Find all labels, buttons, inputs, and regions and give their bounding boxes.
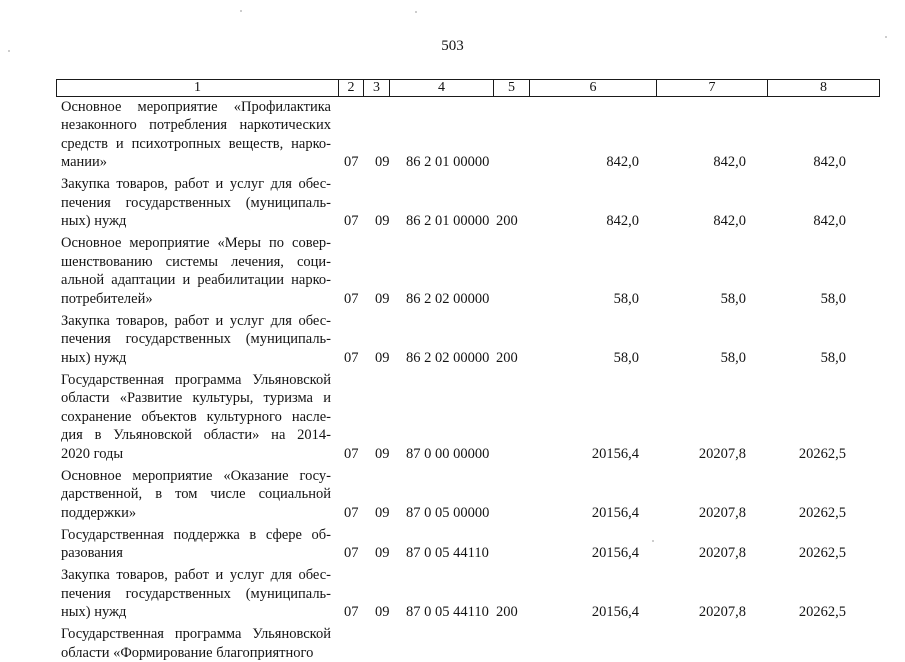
row-cell-c7: 20207,8	[699, 603, 746, 622]
description-line: Основное мероприятие «Профилактика	[61, 98, 331, 117]
row-cell-c8: 842,0	[813, 212, 846, 231]
row-cell-c7: 20207,8	[699, 544, 746, 563]
row-description	[61, 175, 331, 231]
description-line: потребителей»	[61, 290, 331, 309]
description-line: 2020 годы	[61, 445, 331, 464]
row-cell-c2: 07	[344, 544, 359, 563]
scan-speck	[652, 540, 654, 542]
row-cell-c4: 87 0 05 44110	[406, 544, 489, 563]
row-cell-c6: 20156,4	[592, 544, 639, 563]
row-description	[61, 98, 331, 172]
row-cell-c2: 07	[344, 153, 359, 172]
row-cell-c3: 09	[375, 445, 390, 464]
row-cell-c5: 200	[496, 212, 518, 231]
description-line: сохранение объектов культурного насле-	[61, 408, 331, 427]
description-line: шенствованию системы лечения, соци-	[61, 253, 331, 272]
row-cell-c7: 20207,8	[699, 504, 746, 523]
row-cell-c6: 58,0	[614, 290, 639, 309]
row-cell-c8: 20262,5	[799, 504, 846, 523]
row-cell-c3: 09	[375, 212, 390, 231]
row-cell-c5: 200	[496, 603, 518, 622]
description-line: дарственной, в том числе социальной	[61, 485, 331, 504]
row-description	[61, 234, 331, 308]
row-cell-c7: 842,0	[713, 153, 746, 172]
description-line: Основное мероприятие «Оказание госу-	[61, 467, 331, 486]
row-cell-c4: 87 0 05 00000	[406, 504, 489, 523]
row-cell-c4: 87 0 05 44110	[406, 603, 489, 622]
row-cell-c4: 86 2 01 00000	[406, 212, 489, 231]
row-cell-c7: 58,0	[721, 349, 746, 368]
description-line: ных) нужд	[61, 212, 331, 231]
description-line: незаконного потребления наркотических	[61, 116, 331, 135]
scan-speck	[8, 50, 10, 52]
description-line: Закупка товаров, работ и услуг для обес-	[61, 175, 331, 194]
row-cell-c6: 842,0	[606, 153, 639, 172]
row-cell-c2: 07	[344, 212, 359, 231]
row-cell-c8: 20262,5	[799, 445, 846, 464]
page-number: 503	[0, 38, 905, 55]
header-col-7: 7	[657, 80, 768, 97]
header-col-5: 5	[494, 80, 530, 97]
row-description	[61, 467, 331, 523]
row-cell-c6: 58,0	[614, 349, 639, 368]
description-line: ных) нужд	[61, 349, 331, 368]
row-cell-c3: 09	[375, 153, 390, 172]
row-cell-c4: 86 2 02 00000	[406, 349, 489, 368]
row-cell-c2: 07	[344, 445, 359, 464]
description-line: области «Формирование благоприятного	[61, 644, 331, 662]
header-col-4: 4	[390, 80, 494, 97]
row-cell-c8: 20262,5	[799, 603, 846, 622]
row-description	[61, 566, 331, 622]
row-cell-c3: 09	[375, 290, 390, 309]
description-line: Закупка товаров, работ и услуг для обес-	[61, 566, 331, 585]
header-col-6: 6	[530, 80, 657, 97]
row-cell-c6: 20156,4	[592, 603, 639, 622]
row-description	[61, 526, 331, 563]
header-col-1: 1	[57, 80, 339, 97]
scan-speck	[415, 11, 417, 13]
row-description	[61, 371, 331, 464]
row-cell-c2: 07	[344, 349, 359, 368]
row-cell-c7: 58,0	[721, 290, 746, 309]
description-line: Основное мероприятие «Меры по совер-	[61, 234, 331, 253]
row-cell-c7: 20207,8	[699, 445, 746, 464]
row-description	[61, 625, 331, 662]
row-cell-c4: 86 2 01 00000	[406, 153, 489, 172]
row-cell-c3: 09	[375, 603, 390, 622]
description-line: печения государственных (муниципаль-	[61, 585, 331, 604]
description-line: Государственная поддержка в сфере об-	[61, 526, 331, 545]
header-col-2: 2	[339, 80, 364, 97]
header-col-3: 3	[364, 80, 390, 97]
description-line: альной адаптации и реабилитации нарко-	[61, 271, 331, 290]
description-line: дия в Ульяновской области» на 2014-	[61, 426, 331, 445]
description-line: печения государственных (муниципаль-	[61, 194, 331, 213]
description-line: Государственная программа Ульяновской	[61, 625, 331, 644]
row-cell-c2: 07	[344, 504, 359, 523]
row-cell-c3: 09	[375, 544, 390, 563]
row-cell-c8: 20262,5	[799, 544, 846, 563]
description-line: поддержки»	[61, 504, 331, 523]
description-line: Государственная программа Ульяновской	[61, 371, 331, 390]
row-cell-c3: 09	[375, 504, 390, 523]
row-cell-c8: 58,0	[821, 349, 846, 368]
row-cell-c2: 07	[344, 290, 359, 309]
description-line: разования	[61, 544, 331, 563]
header-col-8: 8	[768, 80, 880, 97]
description-line: средств и психотропных веществ, нарко-	[61, 135, 331, 154]
description-line: ных) нужд	[61, 603, 331, 622]
row-cell-c3: 09	[375, 349, 390, 368]
row-cell-c8: 842,0	[813, 153, 846, 172]
row-cell-c2: 07	[344, 603, 359, 622]
row-cell-c8: 58,0	[821, 290, 846, 309]
row-cell-c5: 200	[496, 349, 518, 368]
description-line: области «Развитие культуры, туризма и	[61, 389, 331, 408]
row-cell-c6: 842,0	[606, 212, 639, 231]
row-description	[61, 312, 331, 368]
scan-speck	[240, 10, 242, 12]
row-cell-c7: 842,0	[713, 212, 746, 231]
row-cell-c6: 20156,4	[592, 504, 639, 523]
description-line: печения государственных (муниципаль-	[61, 330, 331, 349]
description-line: Закупка товаров, работ и услуг для обес-	[61, 312, 331, 331]
scan-speck	[885, 36, 887, 38]
row-cell-c6: 20156,4	[592, 445, 639, 464]
row-cell-c4: 86 2 02 00000	[406, 290, 489, 309]
description-line: мании»	[61, 153, 331, 172]
row-cell-c4: 87 0 00 00000	[406, 445, 489, 464]
